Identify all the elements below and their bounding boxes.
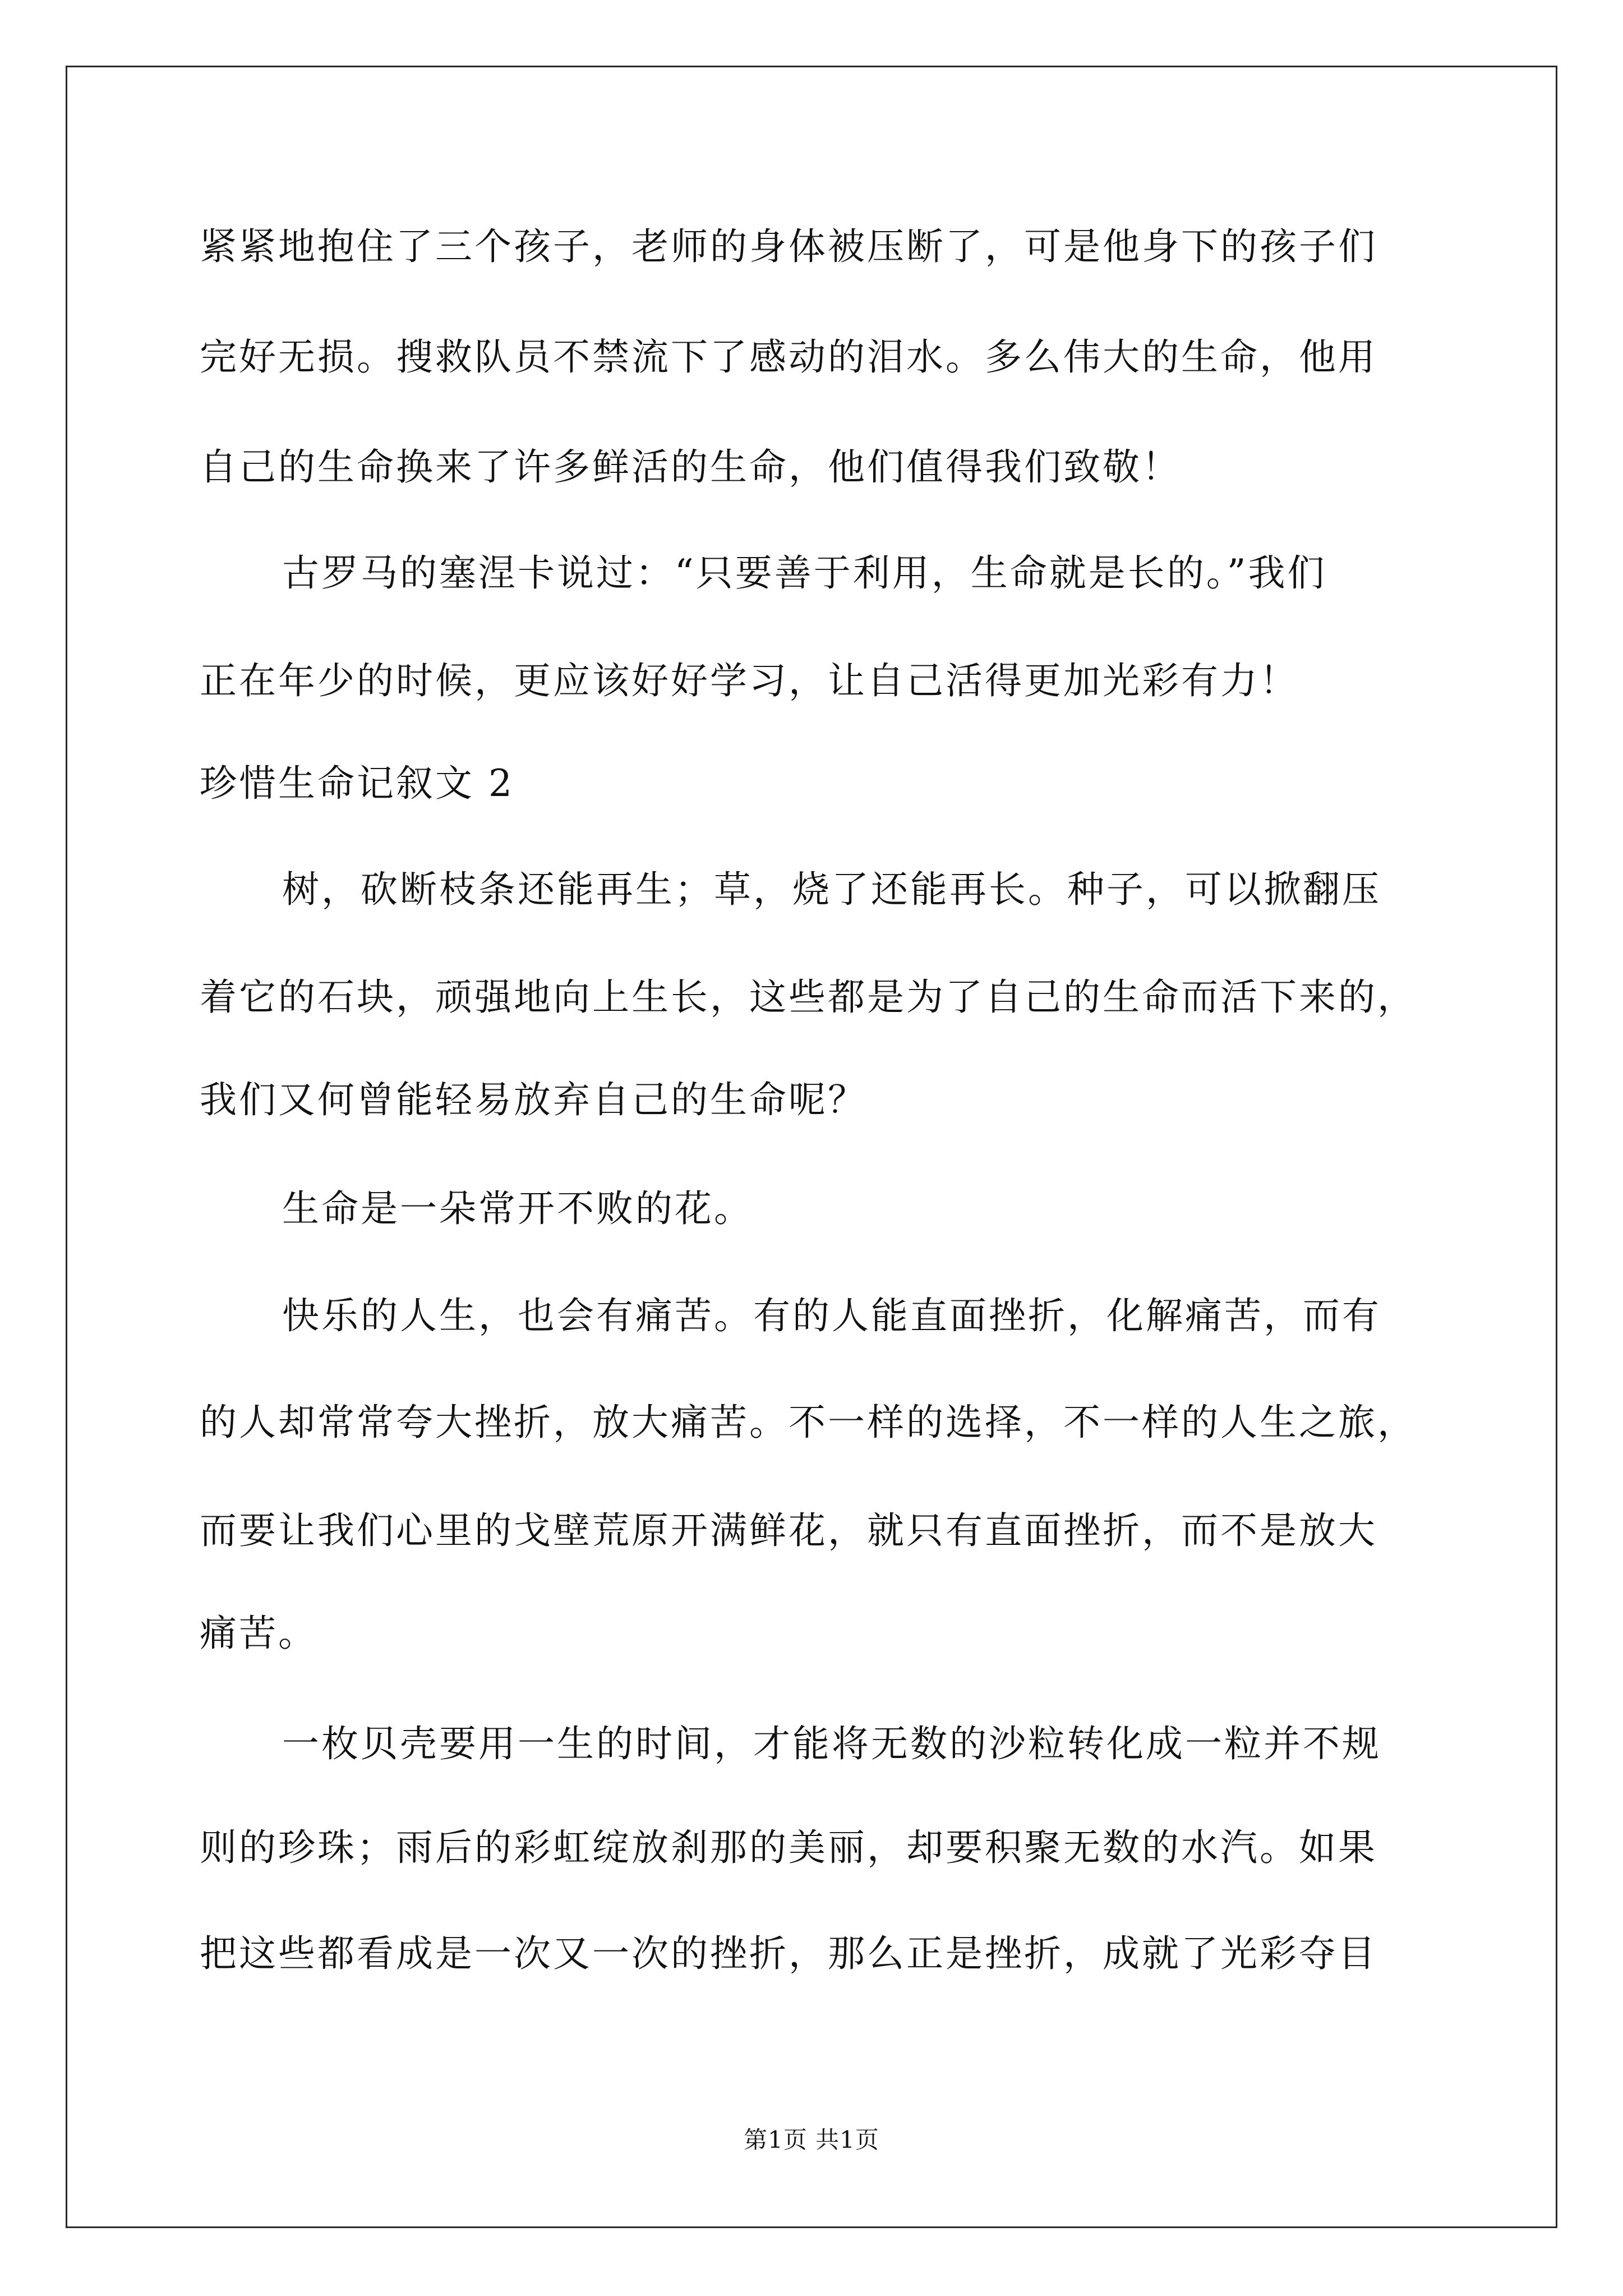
paragraph-3-line-1: 树，砍断枝条还能再生；草，烧了还能再长。种子，可以掀翻压 bbox=[282, 868, 1381, 911]
paragraph-4-line-1: 生命是一朵常开不败的花。 bbox=[282, 1187, 753, 1230]
section-heading: 珍惜生命记叙文 2 bbox=[200, 762, 514, 805]
paragraph-2-line-2: 正在年少的时候，更应该好好学习，让自己活得更加光彩有力！ bbox=[200, 659, 1299, 702]
paragraph-6-line-3: 把这些都看成是一次又一次的挫折，那么正是挫折，成就了光彩夺目 bbox=[200, 1932, 1377, 1975]
paragraph-5-line-2: 的人却常常夸大挫折，放大痛苦。不一样的选择，不一样的人生之旅， bbox=[200, 1401, 1417, 1444]
paragraph-3-line-3: 我们又何曾能轻易放弃自己的生命呢？ bbox=[200, 1078, 867, 1121]
paragraph-6-line-1: 一枚贝壳要用一生的时间，才能将无数的沙粒转化成一粒并不规 bbox=[282, 1722, 1381, 1765]
page-number-footer: 第1页 共1页 bbox=[744, 2126, 879, 2154]
paragraph-3-line-2: 着它的石块，顽强地向上生长，这些都是为了自己的生命而活下来的， bbox=[200, 976, 1417, 1019]
paragraph-2-line-1: 古罗马的塞涅卡说过：“只要善于利用，生命就是长的。”我们 bbox=[282, 551, 1327, 595]
paragraph-5-line-1: 快乐的人生，也会有痛苦。有的人能直面挫折，化解痛苦，而有 bbox=[282, 1294, 1381, 1337]
paragraph-5-line-4: 痛苦。 bbox=[200, 1612, 317, 1655]
paragraph-1-line-3: 自己的生命换来了许多鲜活的生命，他们值得我们致敬！ bbox=[200, 445, 1181, 489]
page-border bbox=[66, 66, 1557, 2228]
paragraph-1-line-1: 紧紧地抱住了三个孩子，老师的身体被压断了，可是他身下的孩子们 bbox=[200, 225, 1377, 268]
paragraph-1-line-2: 完好无损。搜救队员不禁流下了感动的泪水。多么伟大的生命，他用 bbox=[200, 335, 1377, 379]
paragraph-5-line-3: 而要让我们心里的戈壁荒原开满鲜花，就只有直面挫折，而不是放大 bbox=[200, 1509, 1377, 1552]
paragraph-6-line-2: 则的珍珠；雨后的彩虹绽放刹那的美丽，却要积聚无数的水汽。如果 bbox=[200, 1826, 1377, 1869]
